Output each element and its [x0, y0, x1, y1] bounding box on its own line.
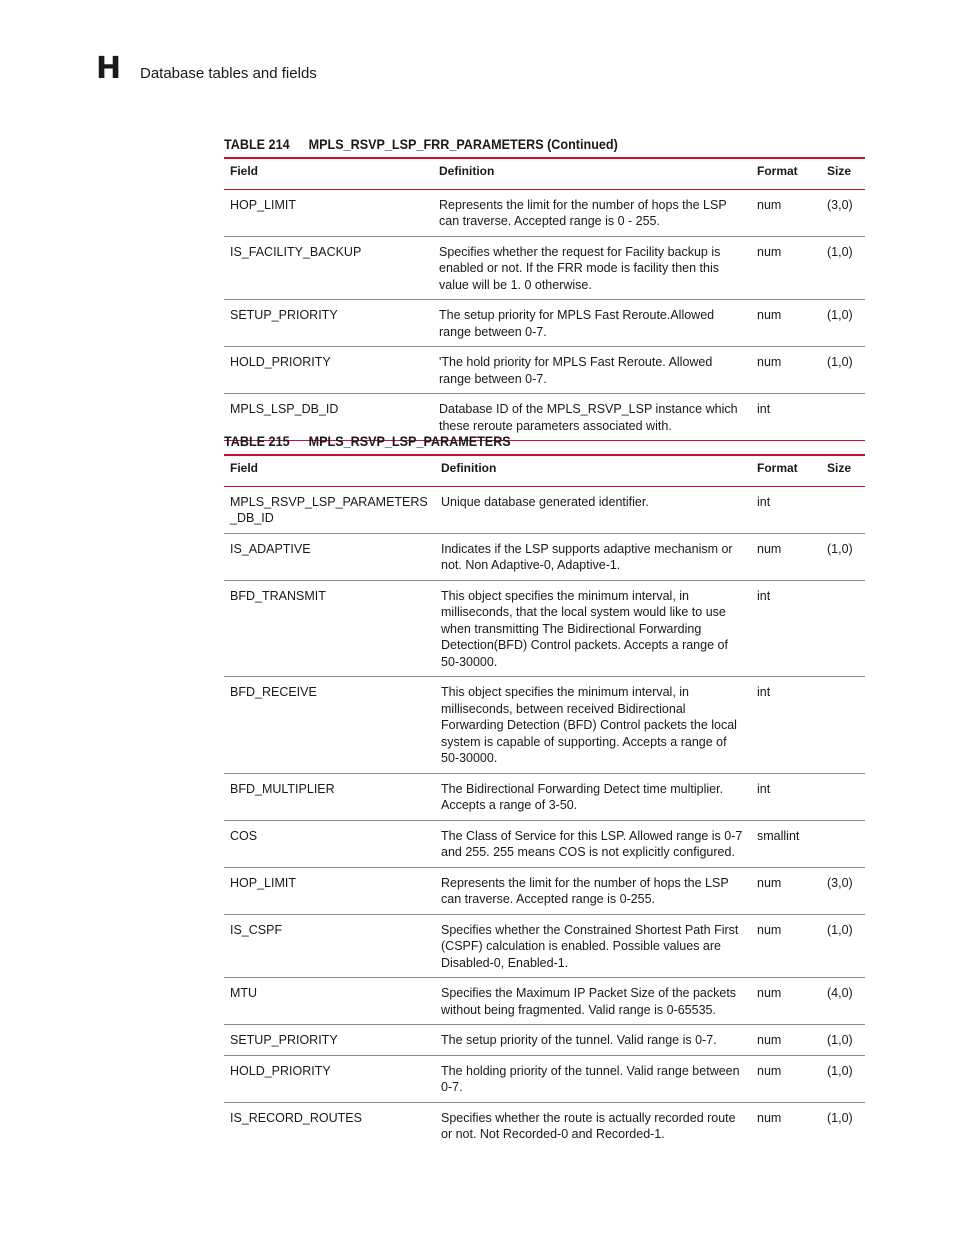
cell-format: num — [757, 986, 782, 1000]
cell-field: BFD_MULTIPLIER — [230, 781, 335, 796]
cell-size: (1,0) — [827, 1063, 853, 1078]
table-row — [224, 1055, 865, 1102]
cell-field: MPLS_RSVP_LSP_PARAMETERS_DB_ID — [230, 494, 428, 525]
table-row — [224, 820, 865, 867]
column-header-definition: Definition — [441, 461, 497, 475]
column-header-format: Format — [757, 164, 798, 178]
cell-field: HOP_LIMIT — [230, 197, 296, 212]
cell-field: IS_ADAPTIVE — [230, 541, 311, 556]
table-row — [224, 300, 865, 347]
table-214 — [224, 157, 865, 441]
cell-definition: The setup priority of the tunnel. Valid range is 0-7. — [441, 1033, 717, 1047]
table-215-header-row — [224, 455, 865, 486]
cell-size — [821, 486, 865, 533]
cell-definition: The holding priority of the tunnel. Valid range between 0-7. — [441, 1063, 740, 1094]
table-row — [224, 1102, 865, 1149]
column-header-definition: Definition — [439, 164, 495, 178]
cell-definition: Indicates if the LSP supports adaptive mechanism or not. Non Adaptive-0, Adaptive-1. — [441, 541, 733, 572]
cell-field: MTU — [230, 986, 258, 1000]
cell-field: SETUP_PRIORITY — [230, 1033, 338, 1047]
cell-size — [821, 820, 865, 867]
table-row — [224, 486, 865, 533]
table-215-caption — [224, 433, 511, 449]
cell-size: (1,0) — [827, 541, 853, 556]
cell-format: num — [757, 541, 782, 556]
cell-definition: Represents the limit for the number of hops the LSP can traverse. Accepted range is 0-255. — [441, 875, 729, 906]
cell-definition: The setup priority for MPLS Fast Reroute.Allowed range between 0-7. — [439, 308, 715, 339]
cell-field: IS_RECORD_ROUTES — [230, 1110, 362, 1125]
cell-size: (1,0) — [827, 1033, 853, 1047]
table-214-number: TABLE 214 — [224, 136, 290, 152]
cell-field: HOP_LIMIT — [230, 875, 296, 890]
table-row — [224, 677, 865, 774]
cell-size: (1,0) — [827, 922, 853, 937]
cell-field: HOLD_PRIORITY — [230, 1063, 331, 1078]
cell-size: (1,0) — [827, 355, 853, 369]
running-header-title: Database tables and fields — [140, 65, 317, 82]
cell-format: num — [757, 355, 782, 369]
cell-definition: Specifies whether the route is actually recorded route or not. Not Recorded-0 and Recorded-1. — [441, 1110, 736, 1141]
cell-format: num — [757, 308, 782, 322]
table-215 — [224, 454, 865, 1149]
cell-format: int — [757, 402, 771, 416]
cell-definition: This object specifies the minimum interval, in milliseconds, between received Bidirectional Forwarding Detection (BFD) Control packets the local system is capable of supporting. Accepts a range of 50-30000. — [441, 685, 737, 765]
column-header-format: Format — [757, 461, 798, 475]
cell-format: num — [757, 244, 782, 259]
table-row — [224, 189, 865, 236]
cell-field: IS_CSPF — [230, 922, 283, 937]
table-214-caption — [224, 136, 618, 152]
cell-size — [821, 677, 865, 774]
cell-definition: Database ID of the MPLS_RSVP_LSP instance which these reroute parameters associated with. — [439, 402, 738, 433]
cell-field: COS — [230, 828, 258, 843]
cell-format: num — [757, 1063, 782, 1078]
cell-definition: 'The hold priority for MPLS Fast Reroute. Allowed range between 0-7. — [439, 355, 713, 386]
table-214-name: MPLS_RSVP_LSP_FRR_PARAMETERS (Continued) — [308, 136, 618, 152]
cell-format: num — [757, 875, 782, 890]
table-row — [224, 347, 865, 394]
table-row — [224, 1025, 865, 1056]
cell-format: num — [757, 922, 782, 937]
cell-format: num — [757, 197, 782, 212]
cell-size: (3,0) — [827, 197, 853, 212]
table-row — [224, 580, 865, 677]
column-header-field: Field — [230, 461, 259, 475]
cell-size — [821, 580, 865, 677]
cell-size — [821, 773, 865, 820]
cell-definition: Specifies whether the Constrained Shortest Path First (CSPF) calculation is enabled. Possible values are Disabled-0, Enabled-1. — [441, 922, 739, 970]
cell-field: HOLD_PRIORITY — [230, 355, 331, 369]
cell-size: (1,0) — [827, 244, 853, 259]
cell-format: int — [757, 685, 771, 699]
cell-format: num — [757, 1033, 782, 1047]
cell-field: BFD_RECEIVE — [230, 685, 317, 699]
table-row — [224, 773, 865, 820]
cell-size: (1,0) — [827, 308, 853, 322]
chapter-letter: H — [96, 51, 122, 86]
table-row — [224, 236, 865, 300]
cell-size: (1,0) — [827, 1110, 853, 1125]
cell-definition: Represents the limit for the number of hops the LSP can traverse. Accepted range is 0 - 255. — [439, 197, 727, 228]
cell-format: smallint — [757, 828, 800, 843]
table-215-number: TABLE 215 — [224, 433, 290, 449]
table-row — [224, 978, 865, 1025]
cell-size: (3,0) — [827, 875, 853, 890]
cell-definition: Specifies the Maximum IP Packet Size of the packets without being fragmented. Valid range is 0-65535. — [441, 986, 737, 1017]
cell-size: (4,0) — [827, 986, 853, 1000]
table-row — [224, 533, 865, 580]
cell-definition: The Bidirectional Forwarding Detect time multiplier. Accepts a range of 3-50. — [441, 781, 724, 812]
cell-format: int — [757, 588, 771, 603]
cell-field: SETUP_PRIORITY — [230, 308, 338, 322]
cell-definition: Specifies whether the request for Facility backup is enabled or not. If the FRR mode is facility then this value will be 1. 0 otherwise. — [439, 244, 721, 292]
table-row — [224, 867, 865, 914]
cell-definition: The Class of Service for this LSP. Allowed range is 0-7 and 255. 255 means COS is not explicitly configured. — [441, 828, 743, 859]
column-header-size: Size — [827, 164, 852, 178]
column-header-field: Field — [230, 164, 259, 178]
cell-field: BFD_TRANSMIT — [230, 588, 326, 603]
cell-format: num — [757, 1110, 782, 1125]
cell-field: MPLS_LSP_DB_ID — [230, 402, 339, 416]
cell-format: int — [757, 494, 771, 509]
table-row — [224, 914, 865, 978]
table-215-name: MPLS_RSVP_LSP_PARAMETERS — [308, 433, 511, 449]
column-header-size: Size — [827, 461, 852, 475]
cell-field: IS_FACILITY_BACKUP — [230, 244, 362, 259]
cell-format: int — [757, 781, 771, 796]
cell-definition: Unique database generated identifier. — [441, 494, 649, 509]
table-214-header-row — [224, 158, 865, 189]
cell-size — [821, 394, 865, 441]
cell-definition: This object specifies the minimum interval, in milliseconds, that the local system would like to use when transmitting The Bidirectional Forwarding Detection(BFD) Control packets. Accepts a range of 50-30000. — [441, 588, 728, 669]
